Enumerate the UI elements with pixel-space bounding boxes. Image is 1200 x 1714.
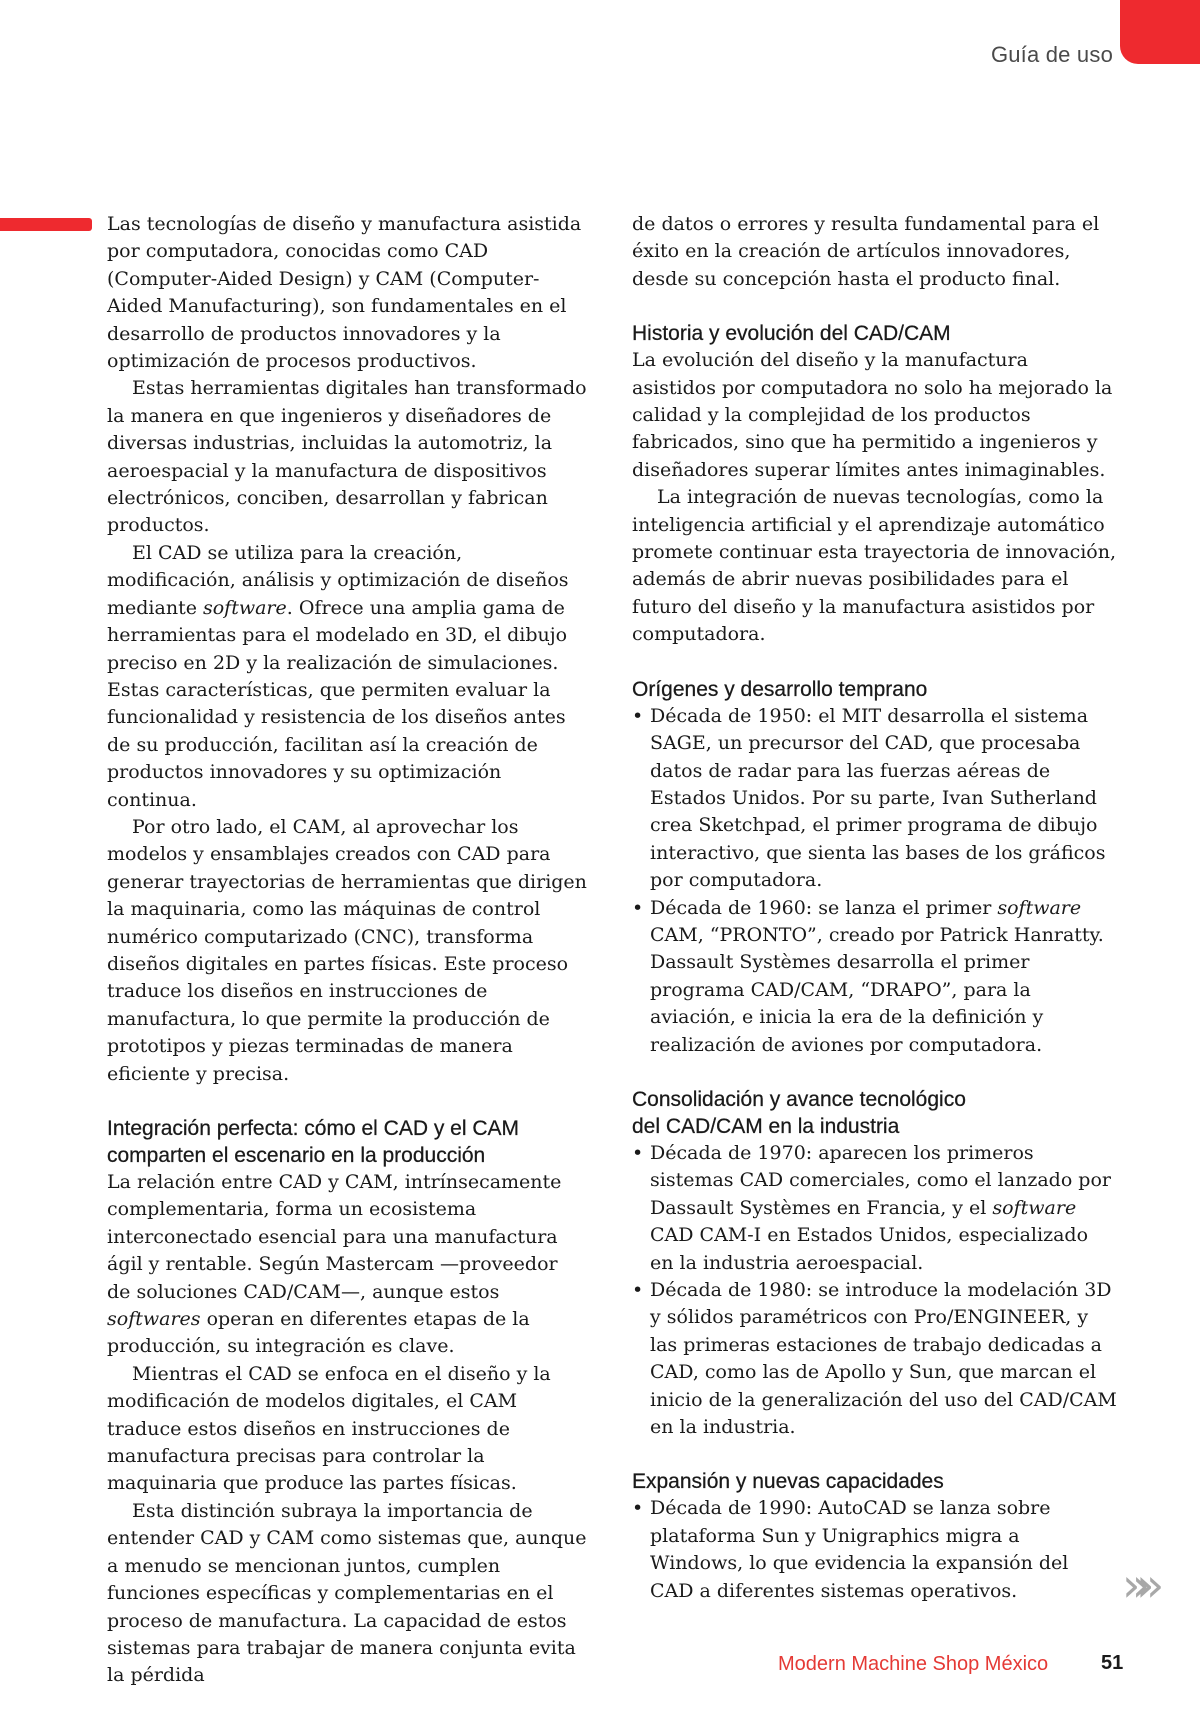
timeline-list bbox=[632, 1140, 1117, 1441]
body-paragraph: Estas herramientas digitales han transformado la manera en que ingenieros y diseñadores de diversas industrias, incluidas la automotriz, la aeroespacial y la manufactura de dispositivos electrónicos, conciben, desarrollan y fabrican productos. bbox=[107, 377, 587, 537]
bullet-icon: • bbox=[632, 1497, 644, 1520]
timeline-list bbox=[632, 1495, 1117, 1605]
body-paragraph: Esta distinción subraya la importancia de entender CAD y CAM como sistemas que, aunque a menudo se mencionan juntos, cumplen funciones específicas y complementarias en el proceso de manufactura. La capacidad de estos sistemas para trabajar de manera conjunta evita la pérdida bbox=[107, 1499, 587, 1687]
section-heading: Orígenes y desarrollo temprano bbox=[632, 677, 928, 701]
body-paragraph: de datos o errores y resulta fundamental para el éxito en la creación de artículos innovadores, desde su concepción hasta el producto final. bbox=[632, 213, 1100, 290]
bullet-icon: • bbox=[632, 1279, 644, 1301]
left-column bbox=[107, 211, 587, 1690]
right-column bbox=[632, 211, 1117, 1605]
list-item: • Década de 1960: se lanza el primer software CAM, “PRONTO”, creado por Patrick Hanratty. Dassault Systèmes desarrolla el primer programa CAD/CAM, “DRAPO”, para la aviación, e inicia la era de la definición y realización de aviones por computadora. bbox=[632, 896, 1104, 1056]
body-paragraph: Mientras el CAD se enfoca en el diseño y la modificación de modelos digitales, el CAM traduce estos diseños en instrucciones de manufactura precisas para controlar la maquinaria que produce las partes físicas. bbox=[107, 1362, 551, 1495]
bullet-icon: • bbox=[632, 704, 644, 727]
publication-name: Modern Machine Shop México bbox=[778, 1653, 1049, 1675]
bullet-icon: • bbox=[632, 896, 644, 919]
section-heading: Consolidación y avance tecnológico del CAD/CAM en la industria bbox=[632, 1087, 966, 1138]
list-item: • Década de 1970: aparecen los primeros sistemas CAD comerciales, como el lanzado por Dassault Systèmes en Francia, y el software CAD CAM-I en Estados Unidos, especializado en la industria aeroespacial. bbox=[632, 1141, 1111, 1274]
continue-chevron-icon: »» bbox=[1122, 1558, 1151, 1612]
list-item: • Década de 1980: se introduce la modelación 3D y sólidos paramétricos con Pro/ENGINEER, y las primeras estaciones de trabajo dedicadas a CAD, como las de Apollo y Sun, que marcan el inicio de la generalización del uso del CAD/CAM en la industria. bbox=[632, 1279, 1117, 1439]
section-heading: Integración perfecta: cómo el CAD y el CAM comparten el escenario en la producción bbox=[107, 1117, 520, 1167]
body-paragraph: Por otro lado, el CAM, al aprovechar los modelos y ensamblajes creados con CAD para generar trayectorias de herramientas que dirigen la maquinaria, como las máquinas de control numérico computarizado (CNC), transforma diseños digitales en partes físicas. Este proceso traduce los diseños en instrucciones de manufactura, lo que permite la producción de prototipos y piezas terminadas de manera eficiente y precisa. bbox=[107, 815, 587, 1085]
list-item: • Década de 1950: el MIT desarrolla el sistema SAGE, un precursor del CAD, que procesaba datos de radar para las fuerzas aéreas de Estados Unidos. Por su parte, Ivan Sutherland crea Sketchpad, el primer programa de dibujo interactivo, que sienta las bases de los gráficos por computadora. bbox=[632, 704, 1106, 892]
bullet-icon: • bbox=[632, 1141, 644, 1164]
section-heading: Expansión y nuevas capacidades bbox=[632, 1470, 944, 1494]
section-label: Guía de uso bbox=[990, 42, 1113, 67]
page-number: 51 bbox=[1101, 1652, 1124, 1674]
body-paragraph: La relación entre CAD y CAM, intrínsecamente complementaria, forma un ecosistema interconectado esencial para una manufactura ágil y rentable. Según Mastercam —proveedor de soluciones CAD/CAM—, aunque estos softwares operan en diferentes etapas de la producción, su integración es clave. bbox=[107, 1171, 562, 1358]
accent-bar bbox=[0, 218, 92, 231]
body-paragraph: La evolución del diseño y la manufactura asistidos por computadora no solo ha mejorado la calidad y la complejidad de los productos fabricados, sino que ha permitido a ingenieros y diseñadores superar límites antes inimaginables. bbox=[632, 349, 1113, 481]
corner-accent-tab bbox=[1120, 0, 1200, 64]
section-heading: Historia y evolución del CAD/CAM bbox=[632, 322, 951, 346]
timeline-list bbox=[632, 703, 1117, 1059]
list-item: • Década de 1990: AutoCAD se lanza sobre plataforma Sun y Unigraphics migra a Windows, lo que evidencia la expansión del CAD a diferentes sistemas operativos. bbox=[632, 1497, 1069, 1602]
body-paragraph: La integración de nuevas tecnologías, como la inteligencia artificial y el aprendizaje automático promete continuar esta trayectoria de innovación, además de abrir nuevas posibilidades para el futuro del diseño y la manufactura asistidos por computadora. bbox=[632, 486, 1117, 646]
body-paragraph: El CAD se utiliza para la creación, modificación, análisis y optimización de diseños mediante software. Ofrece una amplia gama de herramientas para el modelado en 3D, el dibujo preciso en 2D y la realización de simulaciones. Estas características, que permiten evaluar la funcionalidad y resistencia de los diseños antes de su producción, facilitan así la creación de productos innovadores y su optimización continua. bbox=[107, 541, 569, 811]
intro-paragraph: Las tecnologías de diseño y manufactura asistida por computadora, conocidas como CAD (Computer-Aided Design) y CAM (Computer-Aided Manufacturing), son fundamentales en el desarrollo de productos innovadores y la optimización de procesos productivos. bbox=[107, 213, 582, 373]
